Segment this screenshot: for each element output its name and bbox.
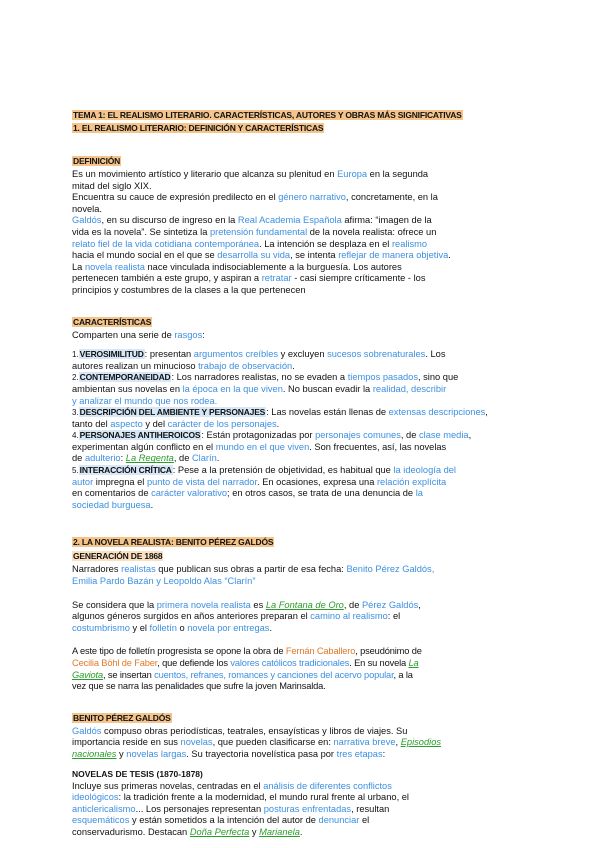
text-line: nacionales y novelas largas. Su trayectoria novelística pasa por tres etapas: bbox=[72, 748, 386, 759]
document-title bbox=[72, 108, 534, 134]
list-item: 5.INTERACCIÓN CRÍTICA: Pese a la pretensión de objetividad, es habitual que la ideología del autor impregna el punto de vista del narrador. En ocasiones, expresa una relación explícita en comentarios de carácter valorativo; en otros casos, se trata de una denuncia de la sociedad burguesa. bbox=[72, 465, 456, 510]
definicion-text bbox=[72, 169, 534, 297]
caracteristicas-intro: Comparten una serie de rasgos: bbox=[72, 329, 205, 340]
title-line-2: 1. EL REALISMO LITERARIO: DEFINICIÓN Y CARACTERÍSTICAS bbox=[73, 123, 324, 133]
list-item: 4.PERSONAJES ANTIHEROICOS: Están protagonizadas por personajes comunes, de clase media, experimentan algún conflicto en el mundo en el que viven. Son frecuentes, así, las novelas de adulterio: La Regenta, de Clarín. bbox=[72, 430, 472, 464]
text-line: esquemáticos y están sometidos a la intención del autor de denunciar el bbox=[72, 815, 370, 826]
text-line: Encuentra su cauce de expresión predilecto en el género narrativo, concretamente, en la bbox=[72, 192, 438, 203]
text-line: anticlericalismo... Los personajes representan posturas enfrentadas, resultan bbox=[72, 803, 390, 814]
text-line: vida es la novela”. Se sintetiza la pretensión fundamental de la novela realista: ofrece un bbox=[72, 226, 437, 237]
section-2-title: 2. LA NOVELA REALISTA: BENITO PÉREZ GALDÓS bbox=[73, 537, 274, 548]
text-line: importancia reside en sus novelas, que pueden clasificarse en: narrativa breve, Episodios bbox=[72, 737, 442, 748]
title-line-1: TEMA 1: EL REALISMO LITERARIO. CARACTERÍSTICAS, AUTORES Y OBRAS MÁS SIGNIFICATIVAS bbox=[73, 110, 462, 120]
list-item: 2.CONTEMPORANEIDAD: Los narradores realistas, no se evaden a tiempos pasados, sino que ambientan sus novelas en la época en la que viven. No buscan evadir la realidad, describir y analizar el mundo que nos rodea. bbox=[72, 372, 459, 406]
text-line: principios y costumbres de la clases a la que pertenecen bbox=[72, 284, 306, 295]
text-line: mitad del siglo XIX. bbox=[72, 180, 152, 191]
list-item: 1.VEROSIMILITUD: presentan argumentos creíbles y excluyen sucesos sobrenaturales. Los autores realizan un minucioso trabajo de observación. bbox=[72, 349, 446, 371]
text-line: Es un movimiento artístico y literario que alcanza su plenitud en Europa en la segunda bbox=[72, 169, 429, 179]
text-line: relato fiel de la vida cotidiana contemporánea. La intención se desplaza en el realismo bbox=[72, 238, 428, 249]
text-line: Se considera que la primera novela realista es La Fontana de Oro, de Pérez Galdós, bbox=[72, 599, 421, 610]
list-item: 3.DESCRIPCIÓN DEL AMBIENTE Y PERSONAJES: Las novelas están llenas de extensas descripciones, tanto del aspecto y del carácter de los personajes. bbox=[72, 407, 488, 429]
generacion-label: GENERACIÓN DE 1868 bbox=[73, 551, 163, 562]
text-line: costumbrismo y el folletín o novela por entregas. bbox=[72, 622, 273, 633]
text-line: novela. bbox=[72, 203, 102, 214]
text-line: A este tipo de folletín progresista se opone la obra de Fernán Caballero, pseudónimo de bbox=[72, 646, 422, 657]
text-line: Galdós, en su discurso de ingreso en la Real Academia Española afirma: “imagen de la bbox=[72, 215, 432, 226]
text-line: vez que se narra las penalidades que sufre la joven Marinsalda. bbox=[72, 681, 326, 692]
text-line: pertenecen también a este grupo, y aspiran a retratar - casi siempre críticamente - los bbox=[72, 273, 426, 284]
text-line: Incluye sus primeras novelas, centradas en el análisis de diferentes conflictos bbox=[72, 780, 392, 791]
document-page bbox=[72, 108, 534, 839]
tesis-label: NOVELAS DE TESIS (1870-1878) bbox=[72, 768, 203, 779]
caracteristicas-label: CARACTERÍSTICAS bbox=[73, 316, 152, 327]
text-line: hacia el mundo social en el que se desarrolla su vida, se intenta reflejar de manera objetiva. bbox=[72, 250, 451, 261]
text-line: Gaviota, se insertan cuentos, refranes, romances y canciones del acervo popular, a la bbox=[72, 669, 413, 680]
text-line: conservadurismo. Destacan Doña Perfecta y Marianela. bbox=[72, 826, 303, 837]
definicion-label: DEFINICIÓN bbox=[73, 156, 121, 166]
text-line: Cecilia Böhl de Faber, que defiende los valores católicos tradicionales. En su novela La bbox=[72, 658, 419, 668]
text-line: La novela realista nace vinculada indisociablemente a la burguesía. Los autores bbox=[72, 261, 402, 272]
text-line: algunos géneros surgidos en años anteriores preparan el camino al realismo: el bbox=[72, 611, 401, 622]
text-line: Emilia Pardo Bazán y Leopoldo Alas “Clarín” bbox=[72, 576, 256, 587]
text-line: Galdós compuso obras periodísticas, teatrales, ensayísticas y libros de viajes. Su bbox=[72, 725, 408, 736]
text-line: ideológicos: la tradición frente a la modernidad, el mundo rural frente al urbano, el bbox=[72, 792, 409, 803]
bpg-label: BENITO PÉREZ GALDÓS bbox=[73, 712, 171, 723]
text-line: Narradores realistas que publican sus obras a partir de esa fecha: Benito Pérez Galdós, bbox=[72, 564, 435, 575]
